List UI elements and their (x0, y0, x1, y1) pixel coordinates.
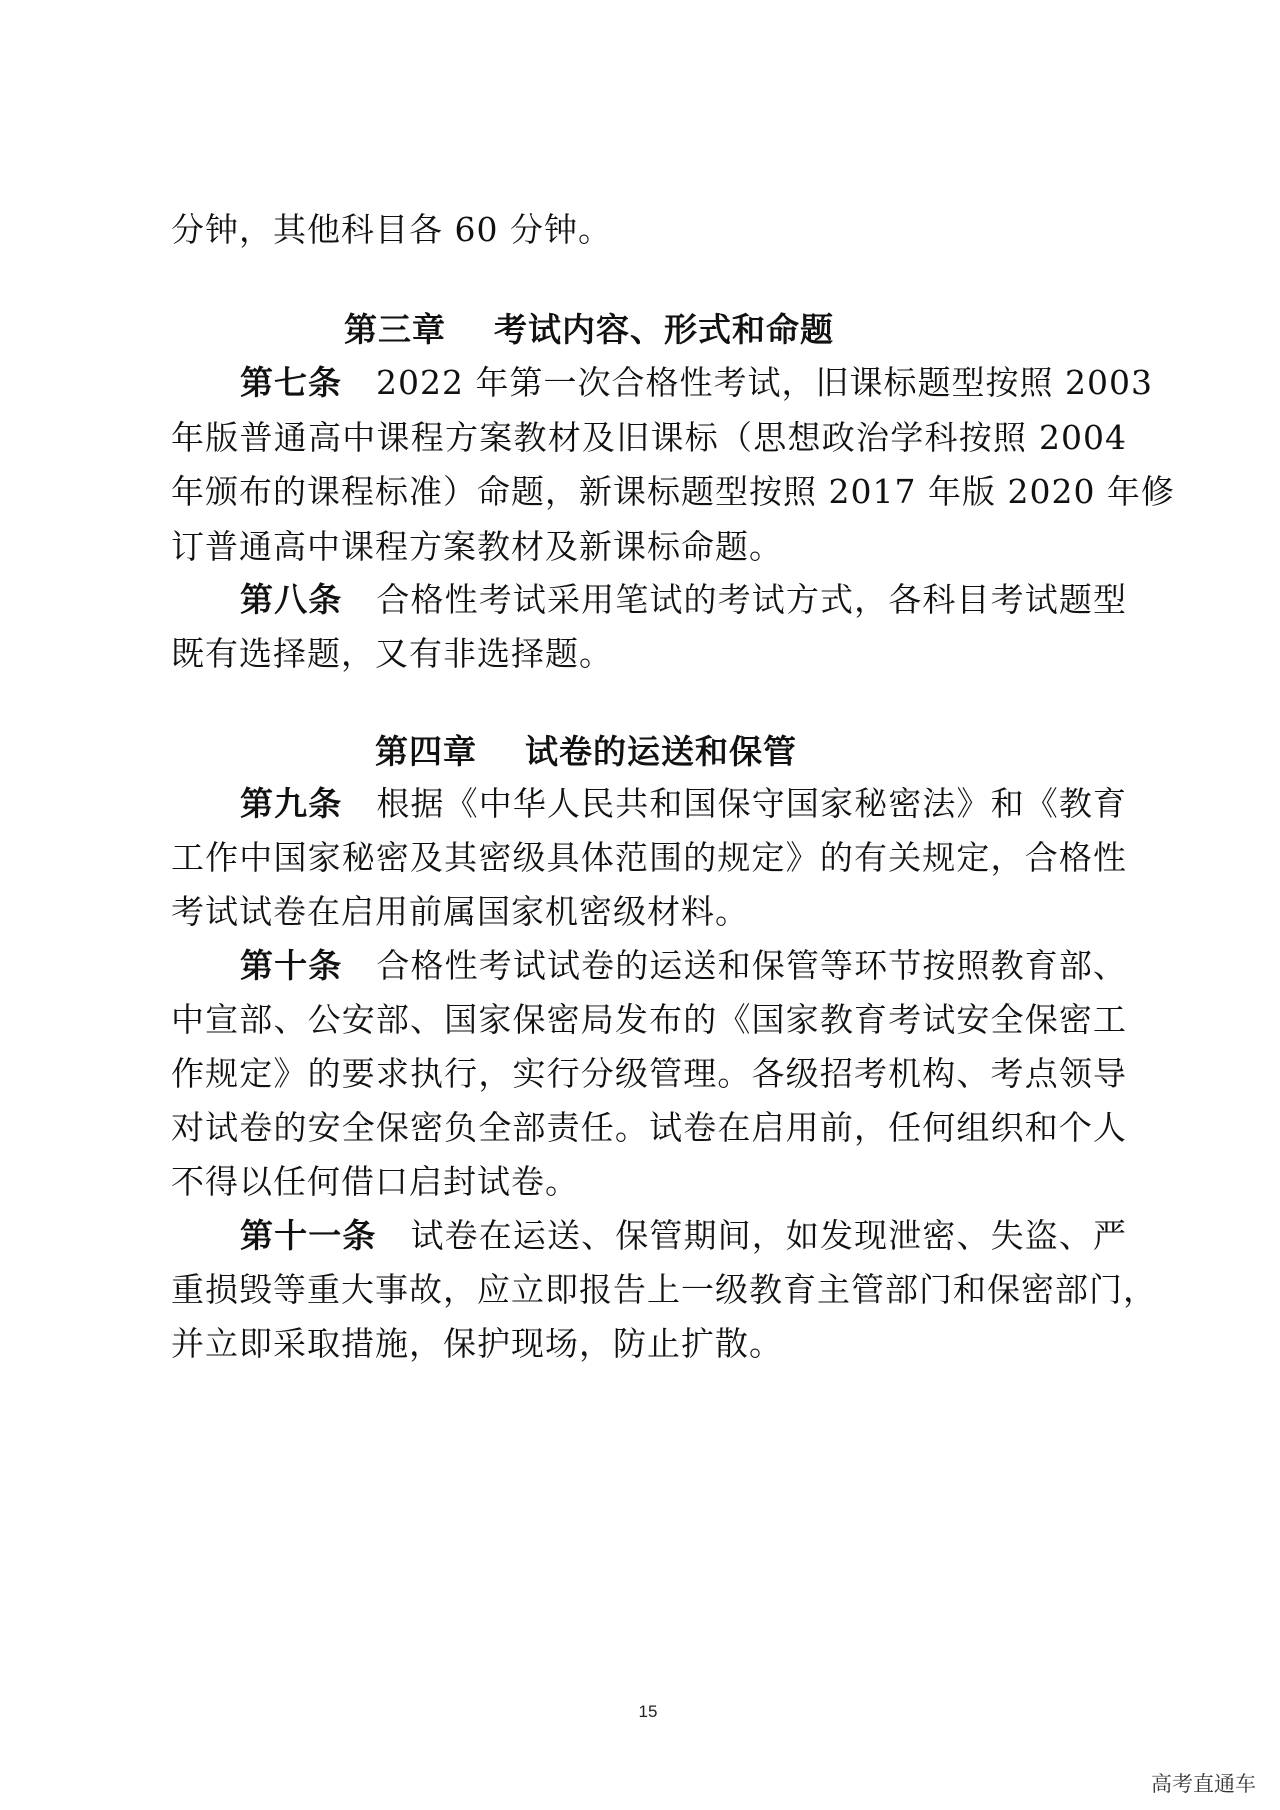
paragraph-line: 中宣部、公安部、国家保密局发布的《国家教育考试安全保密工 (171, 1000, 1127, 1039)
paragraph-line: 订普通高中课程方案教材及新课标命题。 (171, 527, 783, 566)
paragraph-line: 工作中国家秘密及其密级具体范围的规定》的有关规定，合格性 (171, 838, 1127, 877)
paragraph-line: 分钟，其他科目各 60 分钟。 (171, 210, 612, 249)
page-number: 15 (638, 1702, 658, 1721)
paragraph-line: 对试卷的安全保密负全部责任。试卷在启用前，任何组织和个人 (171, 1108, 1127, 1147)
article-label: 第九条 (240, 784, 343, 823)
article-label: 第十条 (240, 946, 343, 985)
article-label: 第七条 (240, 363, 342, 402)
article-text: 合格性考试试卷的运送和保管等环节按照教育部、 (376, 946, 1127, 985)
paragraph-line: 年版普通高中课程方案教材及旧课标（思想政治学科按照 2004 (171, 418, 1127, 457)
chapter-title: 考试内容、形式和命题 (494, 310, 834, 349)
chapter-heading-4 (375, 732, 797, 772)
chapter-number: 第三章 (344, 310, 446, 349)
article-8-line-1 (240, 580, 1127, 620)
article-text: 根据《中华人民共和国保守国家秘密法》和《教育 (376, 784, 1127, 823)
paragraph-line: 既有选择题，又有非选择题。 (171, 634, 613, 673)
chapter-heading-3 (344, 310, 834, 350)
watermark-text: 高考直通车 (1151, 1772, 1256, 1796)
article-10-line-1 (240, 946, 1127, 986)
article-text: 2022 年第一次合格性考试，旧课标题型按照 2003 (376, 363, 1153, 402)
chapter-number: 第四章 (375, 732, 477, 771)
paragraph-line: 并立即采取措施，保护现场，防止扩散。 (171, 1324, 783, 1363)
paragraph-line: 作规定》的要求执行，实行分级管理。各级招考机构、考点领导 (171, 1054, 1127, 1093)
article-label: 第八条 (240, 580, 343, 619)
article-9-line-1 (240, 784, 1127, 824)
article-7-line-1 (240, 363, 1153, 403)
article-label: 第十一条 (240, 1216, 377, 1255)
paragraph-line: 年颁布的课程标准）命题，新课标题型按照 2017 年版 2020 年修 (171, 472, 1175, 511)
article-text: 合格性考试采用笔试的考试方式，各科目考试题型 (376, 580, 1127, 619)
article-text: 试卷在运送、保管期间，如发现泄密、失盗、严 (410, 1216, 1127, 1255)
article-11-line-1 (240, 1216, 1127, 1256)
paragraph-line: 考试试卷在启用前属国家机密级材料。 (171, 892, 749, 931)
paragraph-line: 重损毁等重大事故，应立即报告上一级教育主管部门和保密部门， (171, 1270, 1157, 1309)
chapter-title: 试卷的运送和保管 (525, 732, 797, 771)
paragraph-line: 不得以任何借口启封试卷。 (171, 1162, 579, 1201)
